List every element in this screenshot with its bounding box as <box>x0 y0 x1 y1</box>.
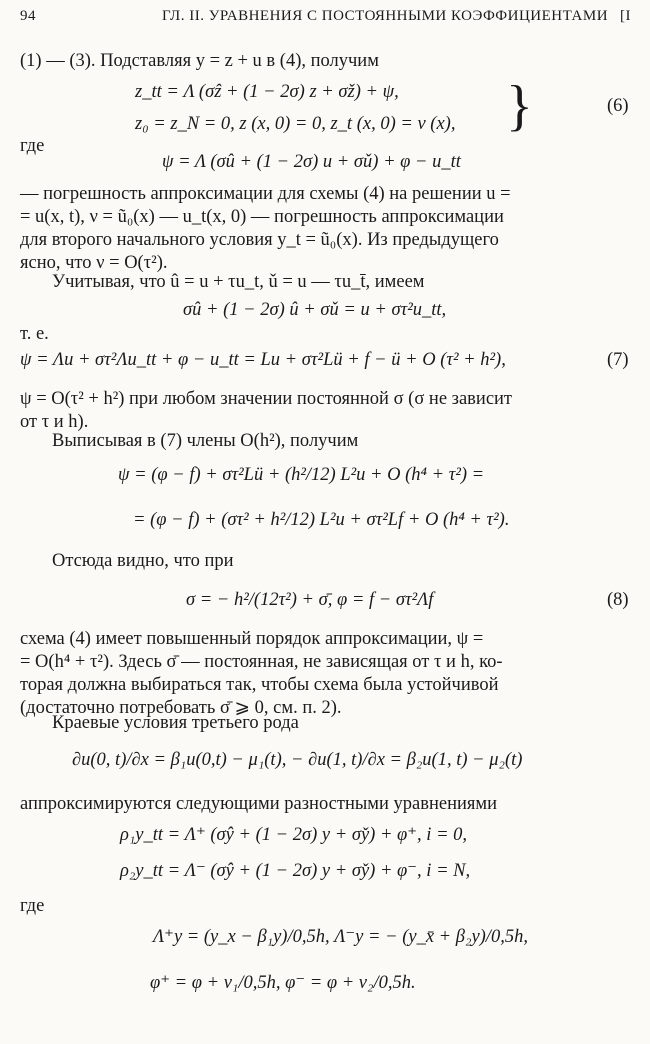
p6-line4: (достаточно потребовать σ̄ ⩾ 0, см. п. 2). <box>20 698 342 718</box>
p6-line2: = O(h⁴ + τ²). Здесь σ̄ — постоянная, не зависящая от τ и h, ко- <box>20 652 503 672</box>
running-title: ГЛ. II. УРАВНЕНИЯ С ПОСТОЯННЫМИ КОЭФФИЦИЕНТАМИ <box>162 8 609 24</box>
p6-line3: торая должна выбираться так, чтобы схема была устойчивой <box>20 675 499 695</box>
eq-expansion-1: ψ = (φ − f) + στ²Lü + (h²/12) L²u + O (h⁴ + τ²) = <box>118 465 485 485</box>
eq-expansion-2: = (φ − f) + (στ² + h²/12) L²u + στ²Lf + O (h⁴ + τ²). <box>133 510 510 530</box>
p8-line: аппроксимируются следующими разностными уравнениями <box>20 794 497 814</box>
p2-line: Учитывая, что û = u + τu_t, ǔ = u — τu_t̄, имеем <box>52 272 425 292</box>
eq8: σ = − h²/(12τ²) + σ̄, φ = f − στ²Λf <box>186 590 434 610</box>
eq-rho1: ρ₁y_tt = Λ⁺ (σŷ + (1 − 2σ) y + σy̌) + φ⁺, i = 0, <box>120 825 468 845</box>
page-number: 94 <box>20 8 36 24</box>
eq8-number: (8) <box>607 590 629 610</box>
eq6-brace: } <box>506 75 533 137</box>
eq7-number: (7) <box>607 350 629 370</box>
eq-phi-defs: φ⁺ = φ + ν₁/0,5h, φ⁻ = φ + ν₂/0,5h. <box>150 973 416 993</box>
chapter-mark: [I <box>620 8 631 24</box>
psi-definition: ψ = Λ (σû + (1 − 2σ) u + σǔ) + φ − u_tt <box>162 152 461 172</box>
eq-rho2: ρ₂y_tt = Λ⁻ (σŷ + (1 − 2σ) y + σy̌) + φ⁻, i = N, <box>120 861 471 881</box>
p5-line: Отсюда видно, что при <box>52 551 234 571</box>
eq-sigma: σû + (1 − 2σ) û + σǔ = u + στ²u_tt, <box>183 300 447 320</box>
eq6-line2: z₀ = z_N = 0, z (x, 0) = 0, z_t (x, 0) = ν (x), <box>135 114 456 134</box>
eq6-number: (6) <box>607 96 629 116</box>
p7-line: Краевые условия третьего рода <box>52 713 299 733</box>
p1-line4: ясно, что ν = O(τ²). <box>20 253 168 273</box>
p1-line1: — погрешность аппроксимации для схемы (4) на решении u = <box>20 184 511 204</box>
p1-line2: = u(x, t), ν = ũ₀(x) — u_t(x, 0) — погрешность аппроксимации <box>20 207 504 227</box>
eq6-line1: z_tt = Λ (σẑ + (1 − 2σ) z + σž) + ψ, <box>135 82 399 102</box>
eq-boundary: ∂u(0, t)/∂x = β₁u(0,t) − μ₁(t), − ∂u(1, t)/∂x = β₂u(1, t) − μ₂(t) <box>72 750 523 770</box>
p3-line2: от τ и h). <box>20 412 89 432</box>
p1-line3: для второго начального условия y_t = ũ₀(x). Из предыдущего <box>20 230 499 250</box>
where-label-1: где <box>20 136 45 156</box>
te-label: т. е. <box>20 324 49 344</box>
intro-line: (1) — (3). Подставляя y = z + u в (4), получим <box>20 51 379 71</box>
p6-line1: схема (4) имеет повышенный порядок аппроксимации, ψ = <box>20 629 484 649</box>
p4-line: Выписывая в (7) члены O(h²), получим <box>52 431 359 451</box>
p3-line1: ψ = O(τ² + h²) при любом значении постоянной σ (σ не зависит <box>20 389 513 409</box>
where-label-2: где <box>20 896 45 916</box>
eq-lambda-defs: Λ⁺y = (y_x − β₁y)/0,5h, Λ⁻y = − (y_x̄ + β₂y)/0,5h, <box>153 927 528 947</box>
eq7: ψ = Λu + στ²Λu_tt + φ − u_tt = Lu + στ²Lü + f − ü + O (τ² + h²), <box>20 350 506 370</box>
